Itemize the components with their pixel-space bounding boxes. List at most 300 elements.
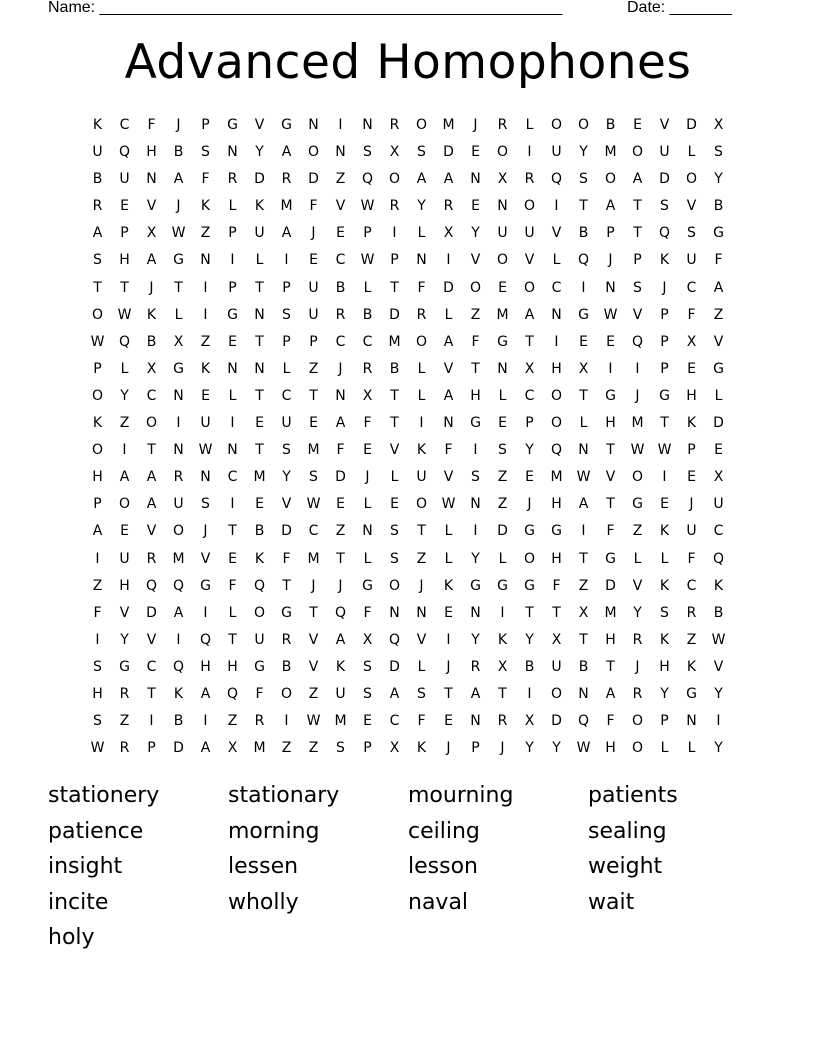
- grid-letter: H: [551, 360, 562, 377]
- grid-letter: E: [633, 117, 642, 133]
- grid-letter: K: [659, 577, 670, 594]
- grid-letter: F: [687, 306, 696, 323]
- grid-letter: I: [230, 496, 235, 513]
- grid-letter: E: [336, 225, 345, 242]
- grid-letter: R: [92, 198, 103, 215]
- grid-letter: V: [416, 631, 427, 648]
- grid-letter: N: [551, 306, 562, 323]
- grid-letter: A: [632, 171, 643, 188]
- grid-letter: S: [417, 685, 426, 702]
- grid-letter: Y: [552, 740, 561, 757]
- grid-letter: P: [606, 225, 615, 242]
- grid-letter: X: [389, 740, 400, 757]
- grid-letter: C: [281, 387, 292, 404]
- grid-letter: U: [308, 279, 319, 296]
- grid-letter: B: [524, 658, 535, 675]
- grid-letter: S: [390, 523, 399, 540]
- grid-row: [84, 329, 732, 356]
- grid-letter: P: [390, 252, 399, 269]
- word-list-item: holy: [48, 925, 95, 950]
- grid-letter: P: [93, 360, 102, 377]
- grid-letter: H: [659, 658, 670, 675]
- grid-letter: T: [471, 360, 480, 377]
- grid-letter: X: [389, 144, 400, 161]
- grid-letter: D: [308, 171, 319, 188]
- grid-letter: W: [630, 442, 645, 459]
- grid-letter: A: [173, 171, 184, 188]
- grid-letter: G: [227, 117, 238, 133]
- grid-letter: Z: [227, 713, 238, 730]
- grid-letter: D: [686, 117, 697, 133]
- grid-letter: E: [660, 496, 669, 513]
- grid-letter: Z: [686, 631, 697, 648]
- grid-letter: D: [443, 144, 454, 161]
- grid-letter: U: [281, 415, 292, 432]
- grid-letter: O: [550, 415, 563, 432]
- grid-letter: I: [203, 279, 208, 296]
- grid-letter: L: [579, 415, 588, 432]
- grid-letter: N: [470, 604, 481, 621]
- grid-letter: U: [254, 631, 265, 648]
- grid-letter: Q: [550, 171, 563, 188]
- grid-letter: N: [497, 360, 508, 377]
- grid-letter: C: [686, 279, 697, 296]
- grid-letter: P: [147, 740, 156, 757]
- grid-letter: E: [309, 415, 318, 432]
- grid-letter: B: [173, 713, 184, 730]
- word-list-item: naval: [408, 889, 469, 915]
- grid-letter: N: [335, 387, 346, 404]
- grid-letter: A: [281, 144, 292, 161]
- grid-letter: Q: [172, 577, 185, 594]
- grid-letter: G: [200, 577, 211, 594]
- grid-letter: J: [149, 279, 154, 296]
- grid-letter: R: [254, 713, 265, 730]
- grid-letter: M: [631, 415, 644, 432]
- grid-letter: F: [417, 279, 426, 296]
- grid-letter: Q: [118, 144, 131, 161]
- grid-letter: D: [605, 577, 616, 594]
- grid-letter: H: [686, 387, 697, 404]
- grid-letter: T: [633, 225, 642, 242]
- grid-letter: B: [389, 360, 400, 377]
- grid-letter: E: [363, 713, 372, 730]
- grid-letter: W: [171, 225, 186, 242]
- grid-letter: A: [605, 685, 616, 702]
- grid-letter: Q: [631, 333, 644, 350]
- grid-letter: T: [525, 604, 534, 621]
- grid-letter: S: [687, 225, 696, 242]
- grid-letter: O: [253, 604, 266, 621]
- grid-letter: S: [363, 658, 372, 675]
- grid-letter: E: [444, 604, 453, 621]
- grid-letter: I: [608, 360, 613, 377]
- grid-row: [84, 708, 732, 735]
- grid-letter: B: [713, 198, 724, 215]
- grid-letter: C: [713, 523, 724, 540]
- grid-row: [84, 735, 732, 762]
- word-list: [48, 778, 768, 956]
- grid-row: [84, 464, 732, 491]
- grid-letter: L: [228, 198, 237, 215]
- grid-letter: J: [311, 225, 316, 242]
- grid-letter: A: [443, 333, 454, 350]
- grid-letter: O: [496, 144, 509, 161]
- grid-letter: Q: [361, 171, 374, 188]
- grid-letter: O: [388, 577, 401, 594]
- grid-letter: A: [200, 740, 211, 757]
- grid-letter: E: [498, 279, 507, 296]
- grid-letter: C: [686, 577, 697, 594]
- grid-letter: J: [689, 496, 694, 513]
- grid-letter: A: [92, 225, 103, 242]
- grid-letter: R: [335, 306, 346, 323]
- grid-letter: S: [201, 496, 210, 513]
- grid-letter: D: [443, 279, 454, 296]
- grid-letter: N: [578, 685, 589, 702]
- grid-letter: B: [578, 658, 589, 675]
- grid-letter: N: [470, 171, 481, 188]
- grid-letter: L: [714, 387, 723, 404]
- grid-letter: O: [523, 550, 536, 567]
- grid-letter: L: [174, 306, 183, 323]
- grid-letter: B: [92, 171, 103, 188]
- grid-letter: O: [550, 387, 563, 404]
- grid-letter: I: [203, 306, 208, 323]
- grid-letter: Y: [255, 144, 264, 161]
- grid-letter: S: [336, 740, 345, 757]
- grid-letter: T: [498, 685, 507, 702]
- grid-letter: N: [362, 117, 373, 133]
- grid-letter: I: [527, 144, 532, 161]
- grid-letter: N: [470, 713, 481, 730]
- grid-letter: I: [230, 415, 235, 432]
- grid-letter: X: [362, 631, 373, 648]
- grid-letter: J: [662, 279, 667, 296]
- grid-letter: Y: [714, 740, 723, 757]
- grid-letter: L: [417, 387, 426, 404]
- grid-letter: A: [146, 252, 157, 269]
- grid-letter: F: [93, 604, 102, 621]
- grid-letter: P: [282, 333, 291, 350]
- grid-letter: T: [579, 631, 588, 648]
- grid-letter: L: [498, 387, 507, 404]
- grid-letter: F: [363, 415, 372, 432]
- grid-letter: P: [228, 225, 237, 242]
- word-list-item: wholly: [228, 889, 299, 915]
- grid-letter: R: [632, 685, 643, 702]
- grid-letter: Z: [713, 306, 724, 323]
- grid-letter: N: [227, 360, 238, 377]
- page-title: Advanced Homophones: [124, 35, 692, 90]
- grid-letter: C: [308, 523, 319, 540]
- grid-letter: U: [200, 415, 211, 432]
- grid-letter: G: [551, 523, 562, 540]
- grid-letter: E: [228, 550, 237, 567]
- grid-letter: R: [443, 198, 454, 215]
- grid-letter: I: [95, 550, 100, 567]
- grid-letter: H: [605, 740, 616, 757]
- grid-letter: W: [576, 469, 591, 486]
- grid-letter: H: [200, 658, 211, 675]
- grid-letter: T: [606, 496, 615, 513]
- grid-letter: T: [255, 333, 264, 350]
- grid-letter: S: [579, 171, 588, 188]
- grid-letter: Q: [199, 631, 212, 648]
- grid-letter: G: [470, 415, 481, 432]
- grid-letter: Y: [282, 469, 291, 486]
- grid-letter: X: [146, 360, 157, 377]
- grid-letter: H: [119, 577, 130, 594]
- grid-letter: G: [632, 496, 643, 513]
- grid-letter: U: [551, 144, 562, 161]
- grid-letter: K: [92, 415, 103, 432]
- grid-letter: I: [176, 415, 181, 432]
- word-list-item: sealing: [588, 818, 667, 844]
- grid-letter: S: [633, 279, 642, 296]
- grid-letter: U: [335, 685, 346, 702]
- grid-letter: B: [281, 658, 292, 675]
- grid-letter: G: [173, 360, 184, 377]
- grid-letter: L: [417, 658, 426, 675]
- grid-row: [84, 681, 732, 708]
- grid-letter: E: [336, 496, 345, 513]
- grid-letter: F: [687, 550, 696, 567]
- grid-letter: P: [363, 225, 372, 242]
- grid-letter: M: [388, 333, 401, 350]
- grid-letter: V: [605, 469, 616, 486]
- grid-letter: T: [633, 198, 642, 215]
- grid-letter: I: [446, 631, 451, 648]
- grid-letter: O: [172, 523, 185, 540]
- grid-letter: M: [172, 550, 185, 567]
- grid-letter: B: [713, 604, 724, 621]
- grid-letter: Q: [388, 631, 401, 648]
- grid-letter: V: [308, 631, 319, 648]
- grid-row: [84, 247, 732, 274]
- grid-letter: I: [203, 604, 208, 621]
- grid-letter: Q: [550, 442, 563, 459]
- grid-letter: N: [362, 523, 373, 540]
- grid-letter: K: [146, 306, 157, 323]
- grid-letter: G: [605, 387, 616, 404]
- grid-letter: N: [227, 442, 238, 459]
- grid-letter: U: [119, 550, 130, 567]
- grid-letter: K: [659, 523, 670, 540]
- grid-letter: L: [363, 496, 372, 513]
- grid-letter: V: [659, 117, 670, 133]
- grid-letter: T: [228, 523, 237, 540]
- grid-letter: L: [552, 252, 561, 269]
- grid-letter: V: [119, 604, 130, 621]
- grid-letter: M: [307, 442, 320, 459]
- grid-letter: A: [443, 171, 454, 188]
- grid-letter: G: [281, 604, 292, 621]
- grid-letter: V: [632, 577, 643, 594]
- grid-letter: A: [146, 469, 157, 486]
- grid-letter: T: [579, 387, 588, 404]
- word-list-item: morning: [228, 818, 320, 844]
- grid-letter: D: [335, 469, 346, 486]
- grid-letter: T: [579, 198, 588, 215]
- grid-row: [84, 437, 732, 464]
- grid-letter: L: [282, 360, 291, 377]
- grid-letter: L: [363, 279, 372, 296]
- grid-letter: X: [686, 333, 697, 350]
- grid-row: [84, 410, 732, 437]
- grid-letter: S: [282, 442, 291, 459]
- grid-letter: Q: [226, 685, 239, 702]
- grid-letter: W: [360, 252, 375, 269]
- word-list-item: ceiling: [408, 818, 480, 844]
- grid-letter: H: [92, 469, 103, 486]
- grid-letter: J: [176, 198, 181, 215]
- grid-letter: I: [284, 252, 289, 269]
- grid-letter: L: [390, 469, 399, 486]
- grid-letter: R: [281, 631, 292, 648]
- grid-letter: K: [335, 658, 346, 675]
- grid-letter: Y: [525, 740, 534, 757]
- grid-letter: T: [390, 387, 399, 404]
- grid-letter: H: [551, 496, 562, 513]
- grid-letter: F: [255, 685, 264, 702]
- grid-row: [84, 518, 732, 545]
- grid-letter: E: [363, 442, 372, 459]
- grid-letter: H: [605, 631, 616, 648]
- grid-letter: I: [635, 360, 640, 377]
- grid-letter: N: [200, 252, 211, 269]
- grid-letter: F: [471, 333, 480, 350]
- grid-row: [84, 383, 732, 410]
- grid-letter: T: [606, 658, 615, 675]
- grid-letter: S: [93, 658, 102, 675]
- grid-letter: N: [173, 387, 184, 404]
- word-list-item: weight: [588, 854, 663, 879]
- grid-letter: I: [203, 713, 208, 730]
- grid-letter: K: [443, 577, 454, 594]
- grid-letter: N: [416, 604, 427, 621]
- grid-letter: C: [227, 469, 238, 486]
- grid-letter: V: [551, 225, 562, 242]
- grid-letter: O: [415, 333, 428, 350]
- grid-letter: P: [120, 225, 129, 242]
- grid-letter: E: [525, 469, 534, 486]
- grid-letter: R: [632, 631, 643, 648]
- grid-letter: N: [470, 496, 481, 513]
- grid-letter: Y: [714, 171, 723, 188]
- grid-letter: V: [713, 658, 724, 675]
- grid-letter: W: [603, 306, 618, 323]
- grid-letter: X: [173, 333, 184, 350]
- grid-letter: L: [660, 550, 669, 567]
- grid-letter: X: [146, 225, 157, 242]
- grid-letter: L: [363, 550, 372, 567]
- grid-letter: C: [551, 279, 562, 296]
- grid-row: [84, 573, 732, 600]
- grid-letter: T: [417, 523, 426, 540]
- grid-letter: Y: [120, 387, 129, 404]
- grid-letter: G: [497, 333, 508, 350]
- grid-letter: J: [500, 740, 505, 757]
- grid-letter: H: [227, 658, 238, 675]
- grid-letter: Q: [577, 713, 590, 730]
- grid-letter: W: [441, 496, 456, 513]
- grid-letter: J: [176, 117, 181, 133]
- grid-letter: N: [146, 171, 157, 188]
- grid-row: [84, 112, 732, 139]
- grid-letter: F: [336, 442, 345, 459]
- grid-letter: O: [415, 496, 428, 513]
- grid-row: [84, 302, 732, 329]
- grid-letter: A: [416, 171, 427, 188]
- grid-letter: C: [335, 252, 346, 269]
- grid-letter: L: [633, 550, 642, 567]
- grid-letter: G: [659, 387, 670, 404]
- grid-letter: V: [308, 658, 319, 675]
- grid-letter: J: [338, 577, 343, 594]
- grid-letter: R: [389, 117, 400, 133]
- grid-letter: M: [604, 144, 617, 161]
- grid-letter: L: [498, 550, 507, 567]
- grid-letter: N: [227, 144, 238, 161]
- grid-letter: S: [282, 306, 291, 323]
- grid-letter: L: [255, 252, 264, 269]
- grid-letter: Z: [335, 523, 346, 540]
- grid-letter: F: [363, 604, 372, 621]
- grid-letter: T: [579, 550, 588, 567]
- grid-letter: L: [525, 117, 534, 133]
- grid-letter: O: [577, 117, 590, 133]
- grid-letter: Z: [281, 740, 292, 757]
- grid-letter: H: [119, 252, 130, 269]
- grid-letter: D: [551, 713, 562, 730]
- grid-letter: S: [363, 685, 372, 702]
- grid-letter: Z: [470, 306, 481, 323]
- grid-letter: Q: [577, 252, 590, 269]
- grid-letter: Z: [308, 360, 319, 377]
- grid-letter: F: [147, 117, 156, 133]
- grid-letter: P: [282, 279, 291, 296]
- grid-letter: V: [443, 469, 454, 486]
- word-list-item: mourning: [408, 783, 514, 808]
- grid-letter: R: [227, 171, 238, 188]
- grid-letter: P: [633, 252, 642, 269]
- grid-letter: G: [254, 658, 265, 675]
- grid-letter: Z: [200, 333, 211, 350]
- grid-letter: E: [714, 442, 723, 459]
- grid-letter: Z: [200, 225, 211, 242]
- grid-letter: C: [146, 387, 157, 404]
- grid-letter: I: [419, 415, 424, 432]
- grid-letter: I: [284, 713, 289, 730]
- grid-letter: T: [552, 604, 561, 621]
- grid-letter: F: [309, 198, 318, 215]
- grid-letter: X: [497, 658, 508, 675]
- grid-letter: A: [389, 685, 400, 702]
- grid-letter: J: [635, 658, 640, 675]
- grid-letter: W: [90, 333, 105, 350]
- grid-letter: U: [551, 658, 562, 675]
- grid-letter: L: [228, 387, 237, 404]
- grid-letter: P: [660, 333, 669, 350]
- grid-letter: A: [443, 387, 454, 404]
- grid-letter: T: [120, 279, 129, 296]
- grid-letter: X: [497, 171, 508, 188]
- grid-letter: O: [118, 496, 131, 513]
- grid-letter: L: [687, 144, 696, 161]
- grid-letter: L: [660, 740, 669, 757]
- grid-letter: Q: [658, 225, 671, 242]
